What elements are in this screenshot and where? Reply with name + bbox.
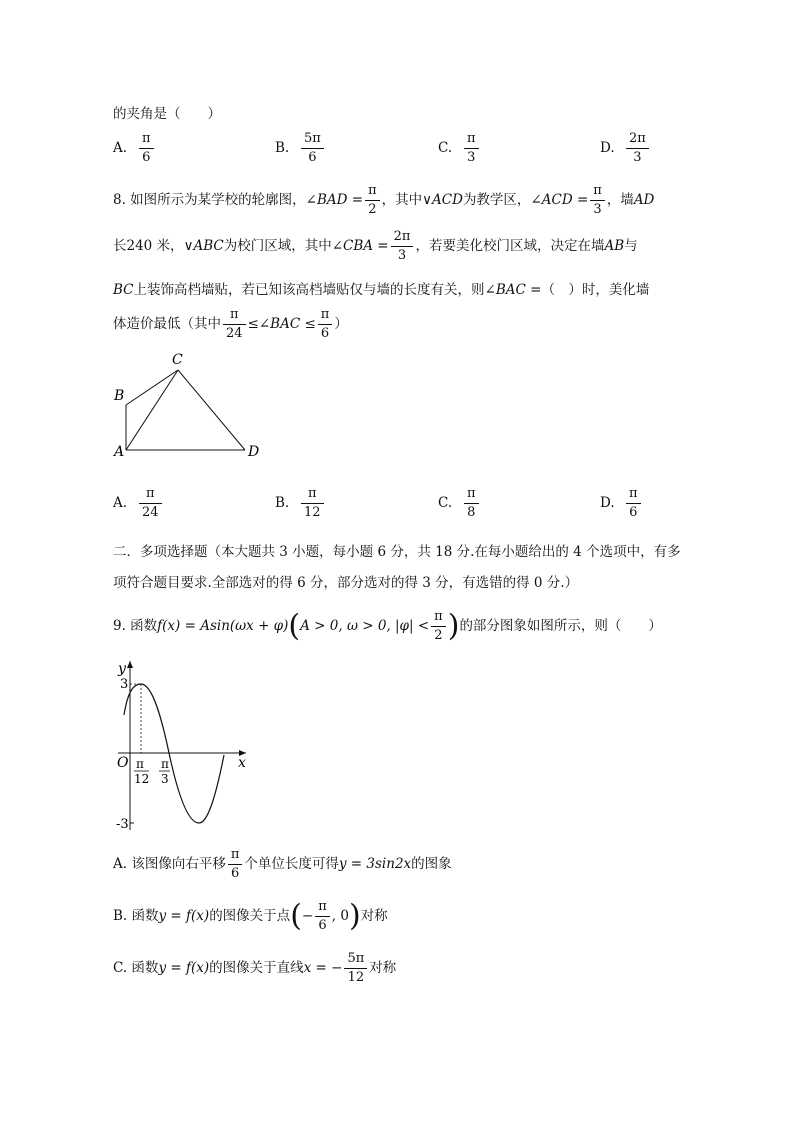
q9-stem bbox=[113, 608, 662, 645]
section-2-heading-cont bbox=[113, 571, 578, 591]
numerator: 5π bbox=[344, 950, 367, 969]
q9-option-c[interactable] bbox=[113, 950, 396, 987]
q8-option-a[interactable] bbox=[113, 485, 164, 522]
denominator: 6 bbox=[308, 150, 317, 165]
option-label: B. bbox=[275, 495, 290, 511]
q8-option-b[interactable] bbox=[275, 485, 326, 522]
section-2-line-1: 二．多项选择题（本大题共 3 小题，每小题 6 分，共 18 分.在每小题给出的 4 个选项中，有多 bbox=[113, 544, 681, 560]
fraction bbox=[590, 182, 605, 219]
q8-text: 为教学区， bbox=[462, 192, 531, 208]
fraction bbox=[315, 898, 330, 935]
numerator: π bbox=[590, 182, 605, 201]
denominator: 6 bbox=[318, 918, 327, 933]
q8-option-c[interactable] bbox=[438, 485, 481, 522]
minus-sign: − bbox=[301, 908, 314, 924]
fraction bbox=[391, 228, 414, 265]
option-text: 个单位长度可得 bbox=[244, 856, 339, 872]
angle-bac: ∠BAC = bbox=[484, 282, 542, 298]
right-paren: ) bbox=[447, 608, 460, 644]
q8-line-3 bbox=[113, 278, 649, 298]
intro-text: 的夹角是（ ） bbox=[113, 106, 221, 122]
y-max-label: 3 bbox=[120, 677, 129, 692]
q9-text: 的部分图象如图所示，则（ ） bbox=[459, 618, 662, 634]
q8-text: ，其中 bbox=[381, 192, 423, 208]
option-text: 对称 bbox=[360, 908, 388, 924]
line-equation: x = − bbox=[303, 960, 343, 976]
denominator: 6 bbox=[629, 505, 638, 520]
denominator: 6 bbox=[142, 150, 151, 165]
denominator: 12 bbox=[304, 505, 321, 520]
numerator: π bbox=[464, 130, 479, 149]
vertex-b-label: B bbox=[114, 388, 125, 404]
y-label: y bbox=[118, 661, 126, 677]
question-7-tail bbox=[113, 102, 221, 122]
y-min-label: -3 bbox=[116, 817, 129, 832]
option-fraction bbox=[301, 485, 324, 522]
vertex-a-label: A bbox=[114, 444, 125, 460]
angle-range: ≤∠BAC ≤ bbox=[247, 316, 316, 332]
y-axis-arrow bbox=[127, 661, 133, 668]
option-label: D. bbox=[600, 140, 615, 156]
triangle-abc: ∨ABC bbox=[183, 238, 224, 254]
q8-text: ） bbox=[334, 316, 348, 332]
denominator: 8 bbox=[467, 505, 476, 520]
numerator: 5π bbox=[301, 130, 324, 149]
option-fraction bbox=[139, 485, 162, 522]
q8-line-2 bbox=[113, 228, 638, 265]
option-fraction bbox=[626, 485, 641, 522]
q8-text: ，若要美化校门区域，决定在墙 bbox=[415, 238, 605, 254]
q8-text: 与 bbox=[624, 238, 638, 254]
q8-text: （ ）时，美化墙 bbox=[541, 282, 650, 298]
tick-pi12-den: 12 bbox=[134, 772, 150, 786]
numerator: 2π bbox=[391, 228, 414, 247]
option-label: D. bbox=[600, 495, 615, 511]
q7-option-a[interactable] bbox=[113, 130, 156, 167]
denominator: 2 bbox=[368, 202, 377, 217]
point-y: , 0 bbox=[331, 908, 349, 924]
q8-option-d[interactable] bbox=[600, 485, 643, 522]
denominator: 24 bbox=[226, 326, 243, 341]
left-paren: ( bbox=[290, 898, 302, 934]
fraction bbox=[365, 182, 380, 219]
denominator: 2 bbox=[434, 628, 443, 643]
q7-option-c[interactable] bbox=[438, 130, 481, 167]
option-fraction bbox=[626, 130, 649, 167]
option-label: B. bbox=[275, 140, 290, 156]
q8-text: 体造价最低（其中 bbox=[113, 316, 221, 332]
tick-pi12-num: π bbox=[136, 757, 144, 771]
option-label: C. bbox=[438, 140, 453, 156]
segment-bc: BC bbox=[113, 282, 134, 298]
q8-text: 8. 如图所示为某学校的轮廓图， bbox=[113, 192, 306, 208]
q9-text: 9. 函数 bbox=[113, 618, 158, 634]
q9-sine-graph bbox=[108, 655, 258, 835]
angle-acd: ∠ACD = bbox=[530, 192, 589, 208]
denominator: 6 bbox=[230, 866, 240, 881]
fraction bbox=[318, 306, 333, 343]
option-label: A. bbox=[113, 495, 128, 511]
option-text: A. 该图像向右平移 bbox=[113, 856, 226, 872]
option-fraction bbox=[464, 130, 479, 167]
angle-cba: ∠CBA = bbox=[331, 238, 389, 254]
denominator: 6 bbox=[320, 326, 330, 341]
option-text: 对称 bbox=[369, 960, 397, 976]
left-paren: ( bbox=[288, 608, 301, 644]
denominator: 3 bbox=[467, 150, 476, 165]
tick-pi3-den: 3 bbox=[161, 772, 169, 786]
denominator: 3 bbox=[593, 202, 602, 217]
segment-ad: AD bbox=[633, 192, 655, 208]
section-2-line-2: 项符合题目要求.全部选对的得 6 分，部分选对的得 3 分，有选错的得 0 分.） bbox=[113, 575, 579, 591]
option-fraction bbox=[139, 130, 154, 167]
numerator: π bbox=[464, 485, 479, 504]
numerator: 2π bbox=[626, 130, 649, 149]
option-label: A. bbox=[113, 140, 128, 156]
q8-line-1 bbox=[113, 182, 654, 219]
option-label: C. bbox=[438, 495, 453, 511]
option-text: C. 函数 bbox=[113, 960, 159, 976]
vertex-d-label: D bbox=[248, 444, 260, 460]
wall-cd bbox=[178, 370, 245, 450]
vertex-c-label: C bbox=[172, 352, 183, 368]
option-text: 的图像关于直线 bbox=[209, 960, 304, 976]
numerator: π bbox=[318, 306, 333, 325]
parameter-conditions: A > 0, ω > 0, |φ| < bbox=[300, 618, 430, 634]
equation: y = 3sin2x bbox=[338, 856, 412, 872]
q8-text: ，墙 bbox=[606, 192, 634, 208]
q8-line-4 bbox=[113, 306, 348, 343]
numerator: π bbox=[223, 306, 246, 325]
denominator: 3 bbox=[633, 150, 642, 165]
segment-ab: AB bbox=[604, 238, 625, 254]
q8-text: 上装饰高档墙贴，若已知该高档墙贴仅与墙的长度有关，则 bbox=[133, 282, 485, 298]
origin-label: O bbox=[117, 755, 129, 771]
numerator: π bbox=[431, 608, 446, 627]
numerator: π bbox=[139, 130, 154, 149]
denominator: 3 bbox=[397, 248, 407, 263]
fraction bbox=[228, 846, 243, 883]
q8-text: 为校门区域，其中 bbox=[223, 238, 332, 254]
equation: y = f(x) bbox=[158, 960, 210, 976]
q7-option-b[interactable] bbox=[275, 130, 326, 167]
q8-school-figure bbox=[100, 345, 280, 470]
x-label: x bbox=[238, 755, 246, 771]
option-text: 的图像关于点 bbox=[209, 908, 291, 924]
fraction bbox=[431, 608, 446, 645]
numerator: π bbox=[315, 898, 330, 917]
equation: y = f(x) bbox=[158, 908, 210, 924]
numerator: π bbox=[626, 485, 641, 504]
wall-bc bbox=[126, 370, 178, 405]
numerator: π bbox=[228, 846, 243, 865]
option-text: 的图象 bbox=[411, 856, 452, 872]
option-text: B. 函数 bbox=[113, 908, 159, 924]
q8-text: 长240 米， bbox=[113, 238, 184, 254]
q9-option-b[interactable] bbox=[113, 898, 388, 935]
fraction bbox=[223, 306, 246, 343]
triangle-acd: ∨ACD bbox=[422, 192, 463, 208]
numerator: π bbox=[365, 182, 380, 201]
numerator: π bbox=[139, 485, 162, 504]
q7-option-d[interactable] bbox=[600, 130, 651, 167]
angle-bad: ∠BAD = bbox=[305, 192, 364, 208]
denominator: 24 bbox=[142, 505, 159, 520]
denominator: 12 bbox=[347, 970, 365, 985]
segment-ac bbox=[126, 370, 178, 450]
right-paren: ) bbox=[348, 898, 361, 934]
q9-option-a[interactable] bbox=[113, 846, 452, 883]
fraction bbox=[344, 950, 367, 987]
tick-pi3-num: π bbox=[161, 757, 169, 771]
option-fraction bbox=[464, 485, 479, 522]
numerator: π bbox=[301, 485, 324, 504]
section-2-heading bbox=[113, 540, 681, 560]
function-expression: f(x) = Asin(ωx + φ) bbox=[157, 618, 289, 634]
option-fraction bbox=[301, 130, 324, 167]
